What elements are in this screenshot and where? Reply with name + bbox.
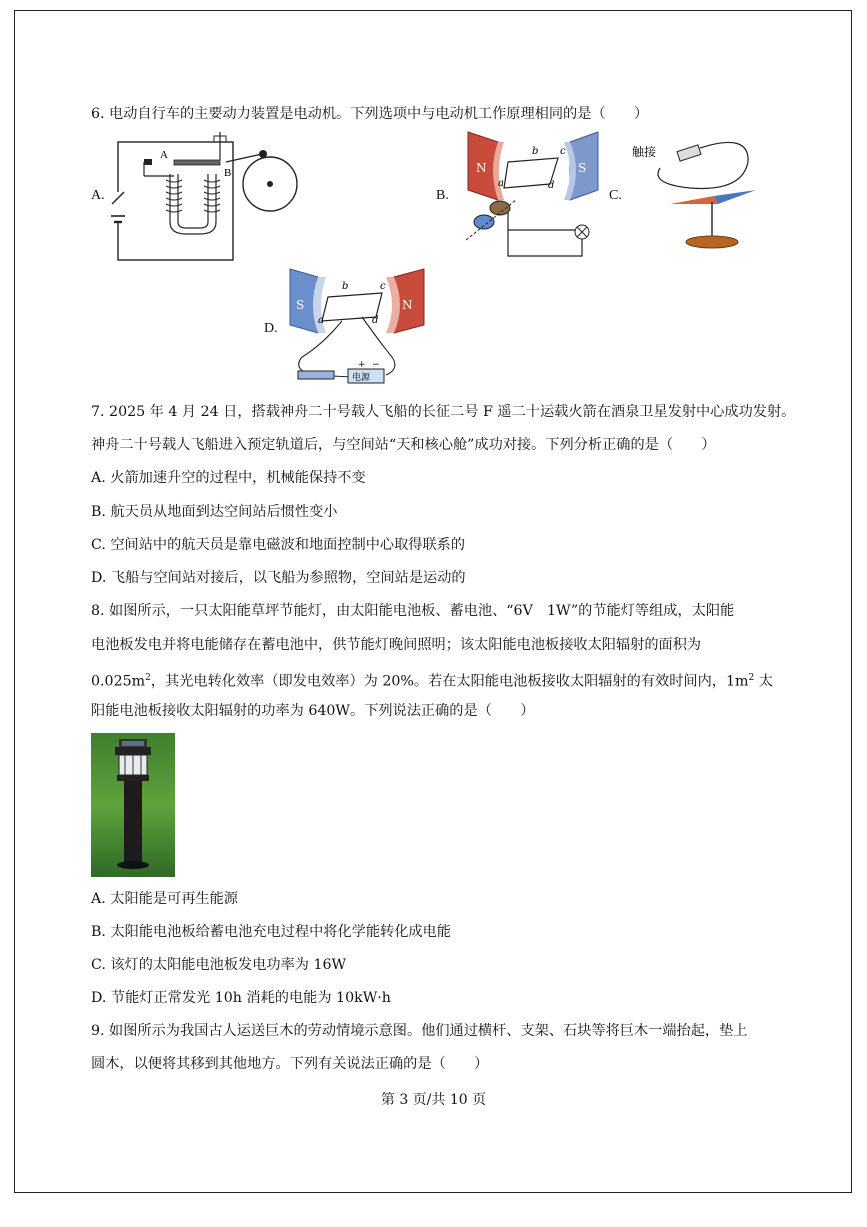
q9-stem-line1: 9. 如图所示为我国古人运送巨木的劳动情境示意图。他们通过横杆、支架、石块等将巨木一端抬起，垫上 (91, 1023, 748, 1039)
q8-option-c[interactable]: C. 该灯的太阳能电池板发电功率为 16W (91, 957, 347, 973)
q8-stem-line2: 电池板发电并将电能储存在蓄电池中，供节能灯晚间照明；该太阳能电池板接收太阳辐射的面积为 (91, 637, 702, 653)
q7-stem-line2: 神舟二十号载人飞船进入预定轨道后，与空间站“天和核心舱”成功对接。下列分析正确的是（ ） (91, 437, 716, 453)
pole-n: N (476, 161, 487, 175)
q7-option-b[interactable]: B. 航天员从地面到达空间站后惯性变小 (91, 504, 338, 520)
q8-stem-line1: 8. 如图所示，一只太阳能草坪节能灯，由太阳能电池板、蓄电池、“6V 1W”的节能灯等组成，太阳能 (91, 603, 735, 619)
label-b: B (224, 167, 232, 179)
label-b-small: b (532, 146, 539, 157)
solar-lawn-lamp-photo (91, 733, 175, 877)
plus-sign: + (358, 360, 366, 370)
label-c-d: c (380, 281, 386, 292)
label-b-d: b (342, 281, 349, 292)
label-d-d: d (372, 315, 379, 326)
pole-s-d: S (296, 298, 305, 312)
generator-coil-figure (458, 130, 608, 260)
pole-n-d: N (402, 298, 413, 312)
q7-option-d[interactable]: D. 飞船与空间站对接后，以飞船为参照物，空间站是运动的 (91, 570, 466, 586)
page-footer: 第 3 页/共 10 页 (380, 1092, 487, 1108)
motor-principle-figure (282, 265, 432, 390)
q7-stem-line1: 7. 2025 年 4 月 24 日，搭载神舟二十号载人飞船的长征二号 F 遥二十运载火箭在酒泉卫星发射中心成功发射。 (91, 404, 796, 420)
q7-option-a[interactable]: A. 火箭加速升空的过程中，机械能保持不变 (91, 470, 366, 486)
q8-option-b[interactable]: B. 太阳能电池板给蓄电池充电过程中将化学能转化成电能 (91, 924, 451, 940)
q7-option-c[interactable]: C. 空间站中的航天员是靠电磁波和地面控制中心取得联系的 (91, 537, 466, 553)
q6-option-a-label[interactable]: A. (91, 188, 105, 203)
pole-s: S (578, 161, 587, 175)
oersted-experiment-figure (630, 132, 770, 252)
touch-contact-label: 触接 (632, 145, 657, 159)
label-a: A (160, 149, 168, 161)
label-a-small: a (498, 178, 504, 189)
electric-bell-relay-figure (108, 132, 308, 262)
q8-option-d[interactable]: D. 节能灯正常发光 10h 消耗的电能为 10kW·h (91, 990, 391, 1006)
q9-stem-line2: 圆木，以便将其移到其他地方。下列有关说法正确的是（ ） (91, 1056, 489, 1072)
label-c-small: c (560, 146, 566, 157)
q8-stem-line3: $0.025m^2$，其光电转化效率（即发电效率）为 20%。若在太阳能电池板接收太阳辐射的有效时间内，$1m^2$ 太 (91, 673, 773, 690)
q6-option-c-label[interactable]: C. (609, 188, 622, 203)
minus-sign: − (372, 360, 380, 370)
power-source-label: 电源 (352, 373, 371, 383)
q6-stem: 6. 电动自行车的主要动力装置是电动机。下列选项中与电动机工作原理相同的是（ ） (91, 106, 649, 122)
q6-option-b-label[interactable]: B. (436, 188, 449, 203)
q8-option-a[interactable]: A. 太阳能是可再生能源 (91, 891, 238, 907)
label-d-small: d (548, 180, 555, 191)
label-a-d: a (318, 315, 324, 326)
q6-option-d-label[interactable]: D. (264, 321, 278, 336)
q8-stem-line4: 阳能电池板接收太阳辐射的功率为 640W。下列说法正确的是（ ） (91, 703, 535, 719)
